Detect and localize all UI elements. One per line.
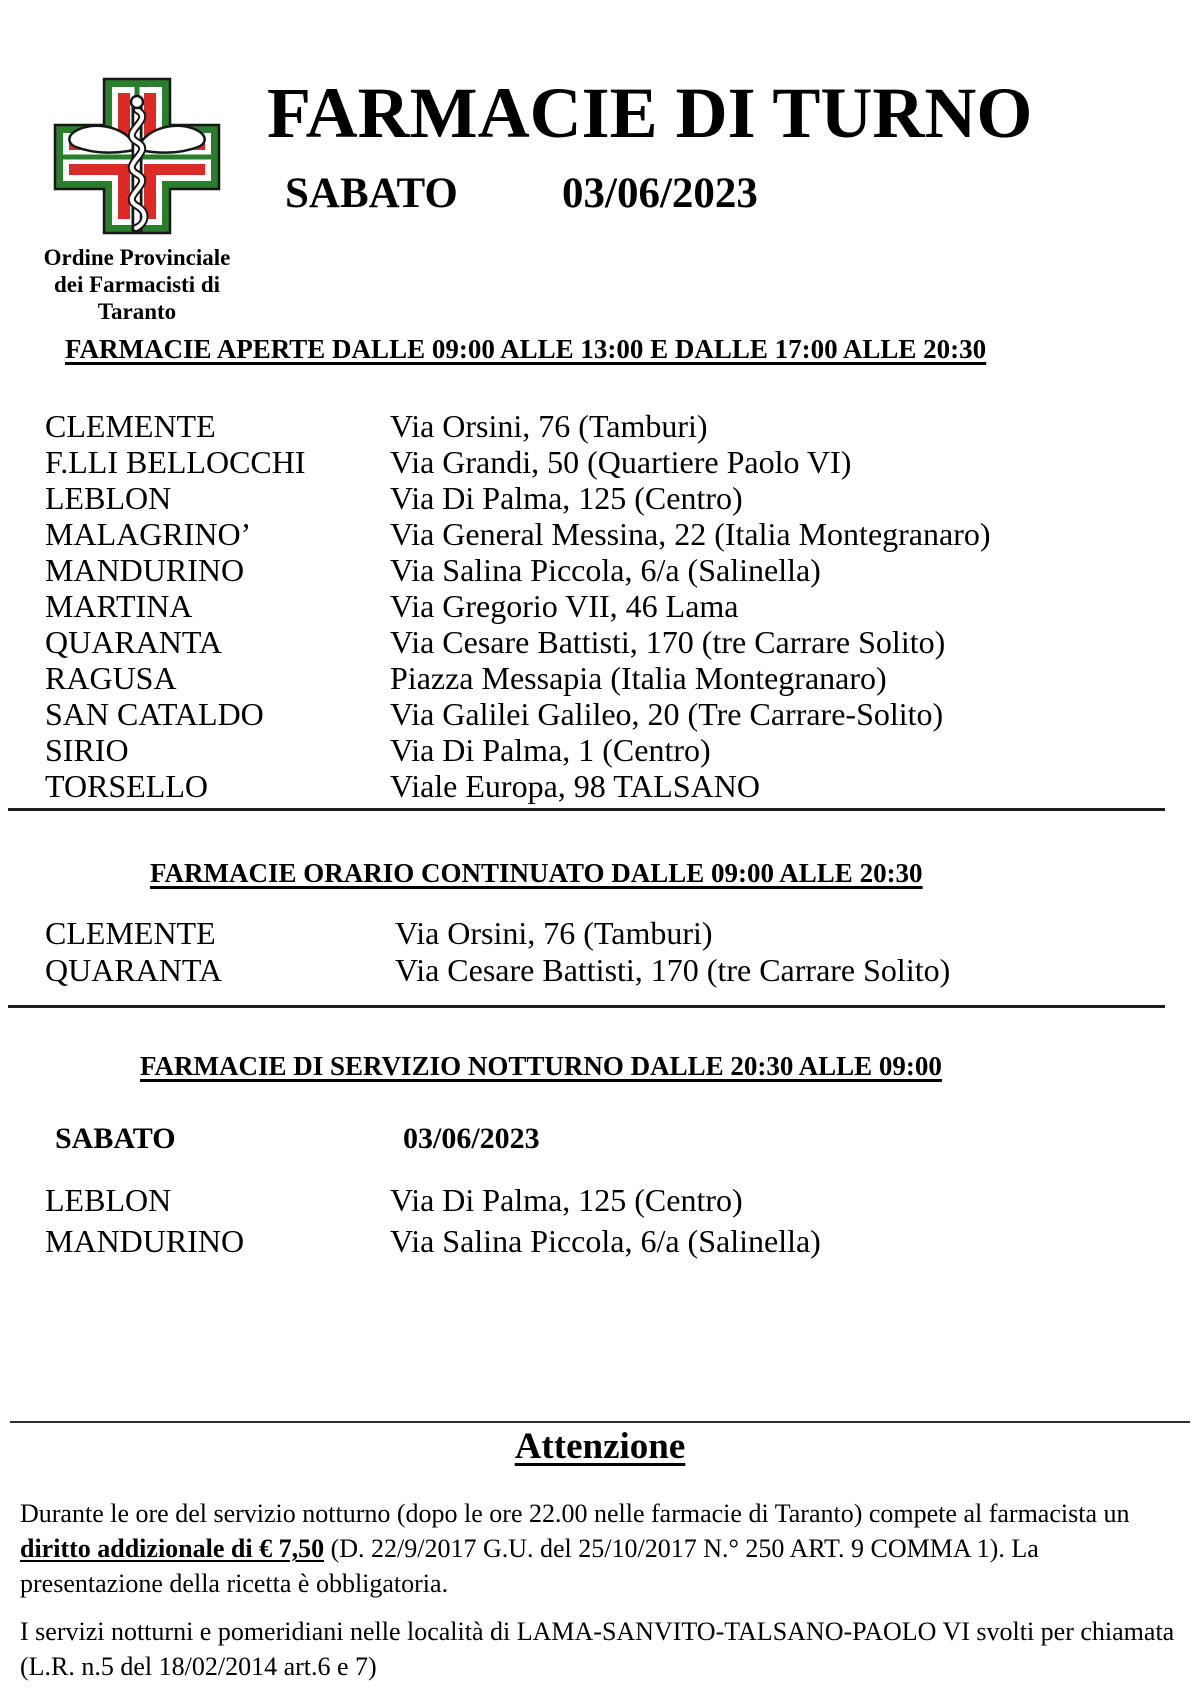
notice-text: Durante le ore del servizio notturno (dopo le ore 22.00 nelle farmacie di Taranto) compete al farmacista un — [20, 1499, 1130, 1528]
weekday-label: SABATO — [55, 1122, 176, 1155]
pharmacy-address: Via Di Palma, 125 (Centro) — [390, 480, 743, 516]
organisation-name-line: Taranto — [97, 299, 177, 324]
pharmacy-row — [0, 952, 1200, 989]
pharmacy-address: Piazza Messapia (Italia Montegranaro) — [390, 660, 887, 696]
pharmacy-cross-caduceus-icon — [52, 76, 222, 236]
pharmacy-name: LEBLON — [45, 480, 172, 516]
section-heading-continuous: FARMACIE ORARIO CONTINUATO DALLE 09:00 ALLE 20:30 — [150, 858, 923, 888]
pharmacy-address: Via Gregorio VII, 46 Lama — [390, 588, 739, 624]
notice-text: (D. 22/9/2017 G.U. del 25/10/2017 N.° 250 ART. 9 COMMA 1). La presentazione della ricetta è obbligatoria. — [20, 1534, 1039, 1598]
pharmacy-name: SAN CATALDO — [45, 696, 264, 732]
notice-paragraph-oncall: I servizi notturni e pomeridiani nelle località di LAMA-SANVITO-TALSANO-PAOLO VI svolti per chiamata (L.R. n.5 del 18/02/2014 art.6 e 7) — [20, 1617, 1175, 1681]
pharmacy-row — [0, 696, 1200, 732]
pharmacy-name: CLEMENTE — [45, 915, 216, 951]
section-heading-open: FARMACIE APERTE DALLE 09:00 ALLE 13:00 E DALLE 17:00 ALLE 20:30 — [65, 334, 987, 364]
pharmacy-address: Via Galilei Galileo, 20 (Tre Carrare-Solito) — [390, 696, 944, 732]
pharmacy-row — [0, 444, 1200, 480]
divider — [8, 1005, 1165, 1008]
pharmacy-list-open — [0, 408, 1200, 804]
pharmacy-list-night — [0, 1180, 1200, 1262]
pharmacy-list-continuous — [0, 915, 1200, 989]
pharmacy-address: Via General Messina, 22 (Italia Montegranaro) — [390, 516, 991, 552]
pharmacy-name: MANDURINO — [45, 552, 245, 588]
organisation-name — [32, 244, 242, 325]
pharmacy-address: Viale Europa, 98 TALSANO — [390, 768, 760, 804]
pharmacy-name: SIRIO — [45, 732, 129, 768]
pharmacy-address: Via Di Palma, 1 (Centro) — [390, 732, 711, 768]
logo-block — [32, 76, 242, 325]
pharmacy-row — [0, 552, 1200, 588]
divider — [10, 1421, 1190, 1423]
pharmacy-address: Via Grandi, 50 (Quartiere Paolo VI) — [390, 444, 852, 480]
weekday-label: SABATO — [285, 170, 458, 217]
pharmacy-address: Via Cesare Battisti, 170 (tre Carrare Solito) — [390, 624, 946, 660]
page-title: FARMACIE DI TURNO — [267, 73, 1033, 153]
notice-heading: Attenzione — [514, 1426, 686, 1467]
pharmacy-name: MARTINA — [45, 588, 193, 624]
pharmacy-row — [0, 732, 1200, 768]
pharmacy-row — [0, 660, 1200, 696]
organisation-name-line: Ordine Provinciale — [43, 245, 231, 270]
pharmacy-row — [0, 408, 1200, 444]
date-value: 03/06/2023 — [562, 170, 758, 217]
date-line — [285, 172, 758, 215]
pharmacy-row — [0, 480, 1200, 516]
pharmacy-name: RAGUSA — [45, 660, 177, 696]
date-value: 03/06/2023 — [403, 1122, 540, 1155]
pharmacy-row — [0, 768, 1200, 804]
pharmacy-name: LEBLON — [45, 1182, 172, 1218]
pharmacy-name: MALAGRINO’ — [45, 516, 252, 552]
organisation-name-line: dei Farmacisti di — [53, 272, 221, 297]
pharmacy-address: Via Salina Piccola, 6/a (Salinella) — [390, 552, 821, 588]
pharmacy-row — [0, 516, 1200, 552]
pharmacy-row — [0, 624, 1200, 660]
night-date-line — [0, 1122, 1200, 1156]
pharmacy-address: Via Salina Piccola, 6/a (Salinella) — [390, 1223, 821, 1259]
pharmacy-address: Via Orsini, 76 (Tamburi) — [390, 408, 708, 444]
notice-paragraph-surcharge — [20, 1496, 1186, 1601]
title-block — [267, 73, 1033, 153]
divider — [8, 808, 1165, 811]
pharmacy-name: TORSELLO — [45, 768, 208, 804]
pharmacy-row — [0, 1180, 1200, 1221]
pharmacy-name: QUARANTA — [45, 952, 222, 988]
pharmacy-row — [0, 915, 1200, 952]
surcharge-amount: diritto addizionale di € 7,50 — [20, 1534, 325, 1563]
pharmacy-name: CLEMENTE — [45, 408, 216, 444]
pharmacy-address: Via Cesare Battisti, 170 (tre Carrare Solito) — [395, 952, 951, 988]
section-heading-night: FARMACIE DI SERVIZIO NOTTURNO DALLE 20:30 ALLE 09:00 — [140, 1051, 942, 1081]
pharmacy-name: F.LLI BELLOCCHI — [45, 444, 306, 480]
pharmacy-name: QUARANTA — [45, 624, 222, 660]
pharmacy-address: Via Di Palma, 125 (Centro) — [390, 1182, 743, 1218]
pharmacy-row — [0, 1221, 1200, 1262]
pharmacy-name: MANDURINO — [45, 1223, 245, 1259]
pharmacy-row — [0, 588, 1200, 624]
pharmacy-address: Via Orsini, 76 (Tamburi) — [395, 915, 713, 951]
